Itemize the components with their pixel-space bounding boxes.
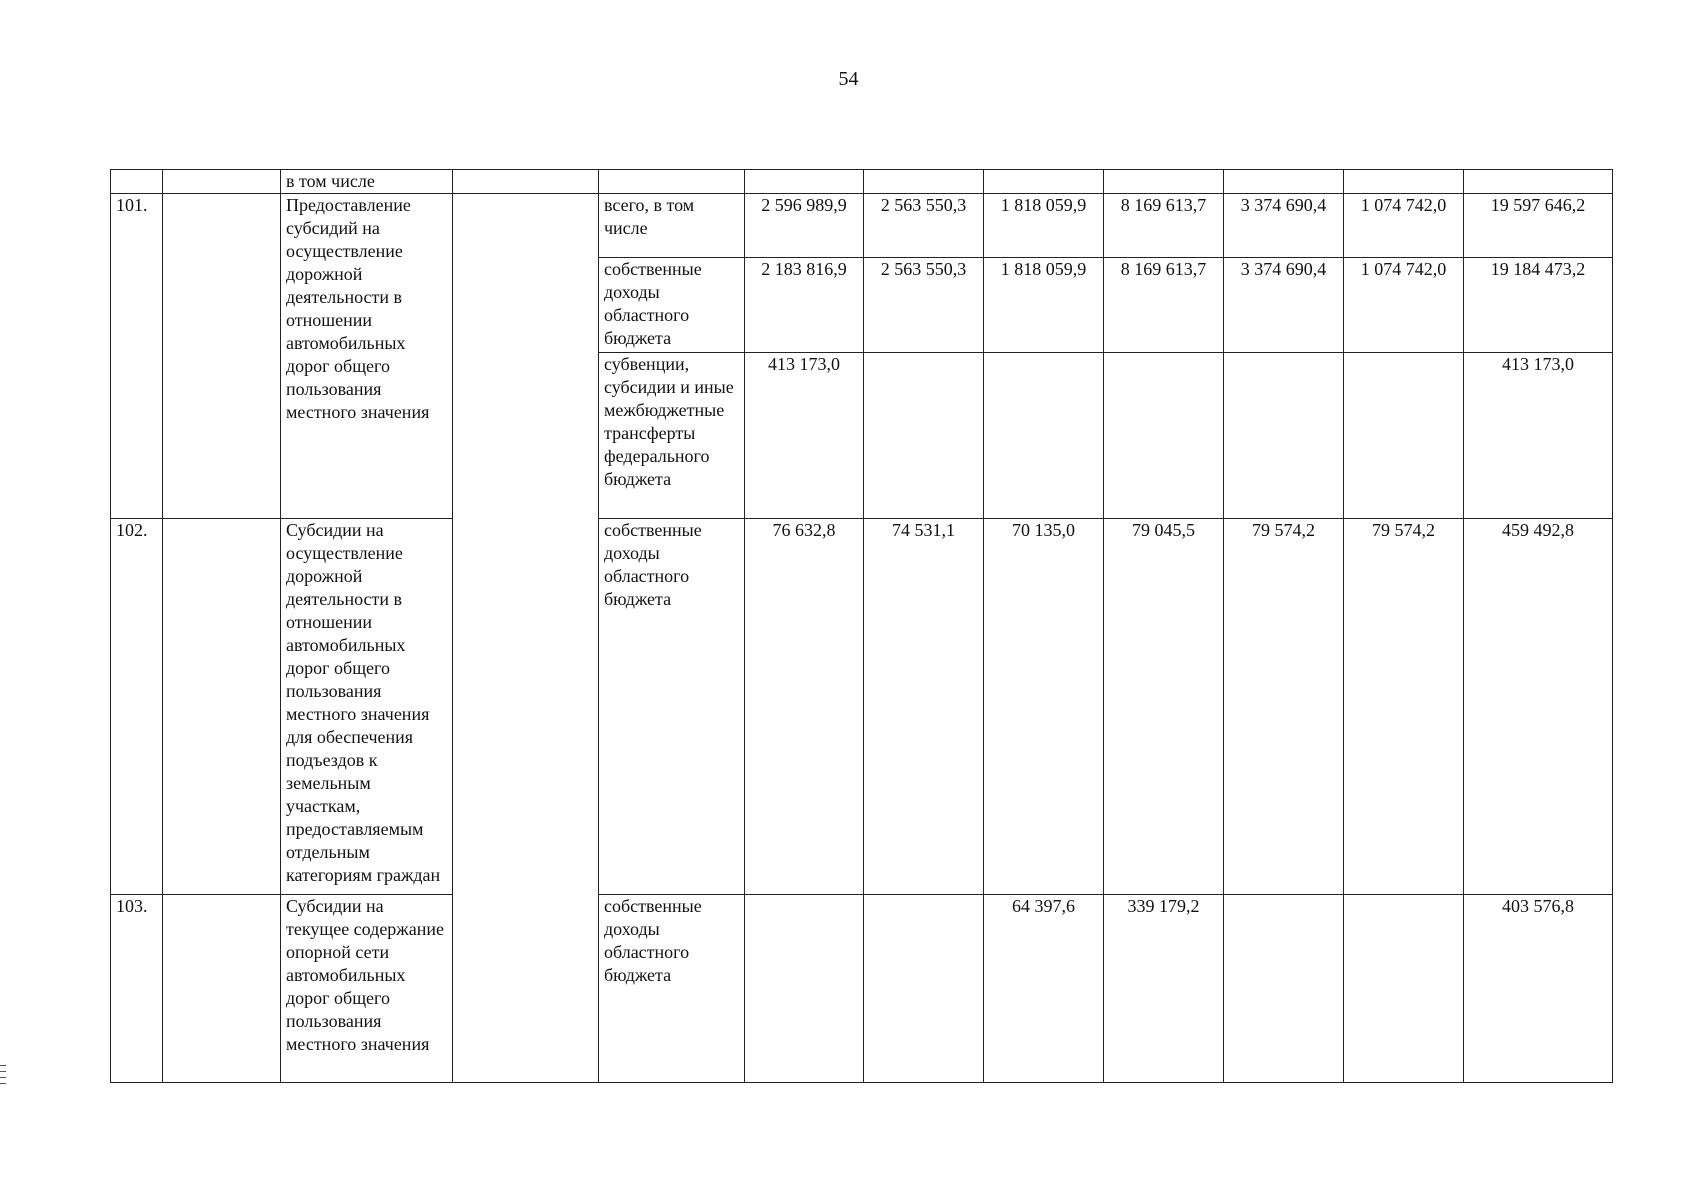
value-cell: 3 374 690,4 [1224, 194, 1344, 258]
row-name: Субсидии на осуществление дорожной деятельности в отношении автомобильных дорог общего пользования местного значения для обеспечения подъездов к земельным участкам, предоставляемым отдельным категориям граждан [281, 519, 453, 895]
source-label: всего, в том числе [599, 194, 745, 258]
value-cell [1344, 895, 1464, 1083]
value-cell: 2 596 989,9 [745, 194, 864, 258]
value-cell: 8 169 613,7 [1104, 194, 1224, 258]
source-label: собственные доходы областного бюджета [599, 895, 745, 1083]
value-cell: 2 183 816,9 [745, 258, 864, 353]
total-cell: 19 184 473,2 [1464, 258, 1613, 353]
value-cell: 79 574,2 [1224, 519, 1344, 895]
value-cell: 1 074 742,0 [1344, 194, 1464, 258]
value-cell [745, 895, 864, 1083]
value-cell [864, 895, 984, 1083]
table-row [111, 519, 1613, 895]
table-header-row [111, 170, 1613, 194]
scan-artifact [0, 1065, 6, 1089]
value-cell [864, 353, 984, 519]
value-cell: 1 074 742,0 [1344, 258, 1464, 353]
source-label: собственные доходы областного бюджета [599, 258, 745, 353]
total-cell: 459 492,8 [1464, 519, 1613, 895]
total-cell: 403 576,8 [1464, 895, 1613, 1083]
value-cell [984, 353, 1104, 519]
row-name: Субсидии на текущее содержание опорной сети автомобильных дорог общего пользования местного значения [281, 895, 453, 1083]
source-label: субвенции, субсидии и иные межбюджетные трансферты федерального бюджета [599, 353, 745, 519]
source-label: собственные доходы областного бюджета [599, 519, 745, 895]
value-cell: 76 632,8 [745, 519, 864, 895]
value-cell: 8 169 613,7 [1104, 258, 1224, 353]
value-cell [1344, 353, 1464, 519]
value-cell: 2 563 550,3 [864, 258, 984, 353]
empty-column [453, 194, 599, 1083]
page-number: 54 [838, 68, 859, 90]
value-cell [1224, 895, 1344, 1083]
value-cell: 74 531,1 [864, 519, 984, 895]
header-note: в том числе [281, 170, 453, 194]
value-cell: 64 397,6 [984, 895, 1104, 1083]
total-cell: 413 173,0 [1464, 353, 1613, 519]
row-number: 103. [111, 895, 163, 1083]
budget-table [110, 169, 1613, 1083]
value-cell: 1 818 059,9 [984, 194, 1104, 258]
row-number: 101. [111, 194, 163, 519]
value-cell: 70 135,0 [984, 519, 1104, 895]
value-cell: 413 173,0 [745, 353, 864, 519]
row-number: 102. [111, 519, 163, 895]
value-cell: 79 574,2 [1344, 519, 1464, 895]
table-row [111, 194, 1613, 258]
value-cell: 1 818 059,9 [984, 258, 1104, 353]
value-cell: 79 045,5 [1104, 519, 1224, 895]
value-cell: 2 563 550,3 [864, 194, 984, 258]
value-cell [1224, 353, 1344, 519]
value-cell: 3 374 690,4 [1224, 258, 1344, 353]
value-cell: 339 179,2 [1104, 895, 1224, 1083]
row-name: Предоставление субсидий на осуществление дорожной деятельности в отношении автомобильных дорог общего пользования местного значения [281, 194, 453, 519]
total-cell: 19 597 646,2 [1464, 194, 1613, 258]
value-cell [1104, 353, 1224, 519]
table-row [111, 895, 1613, 1083]
